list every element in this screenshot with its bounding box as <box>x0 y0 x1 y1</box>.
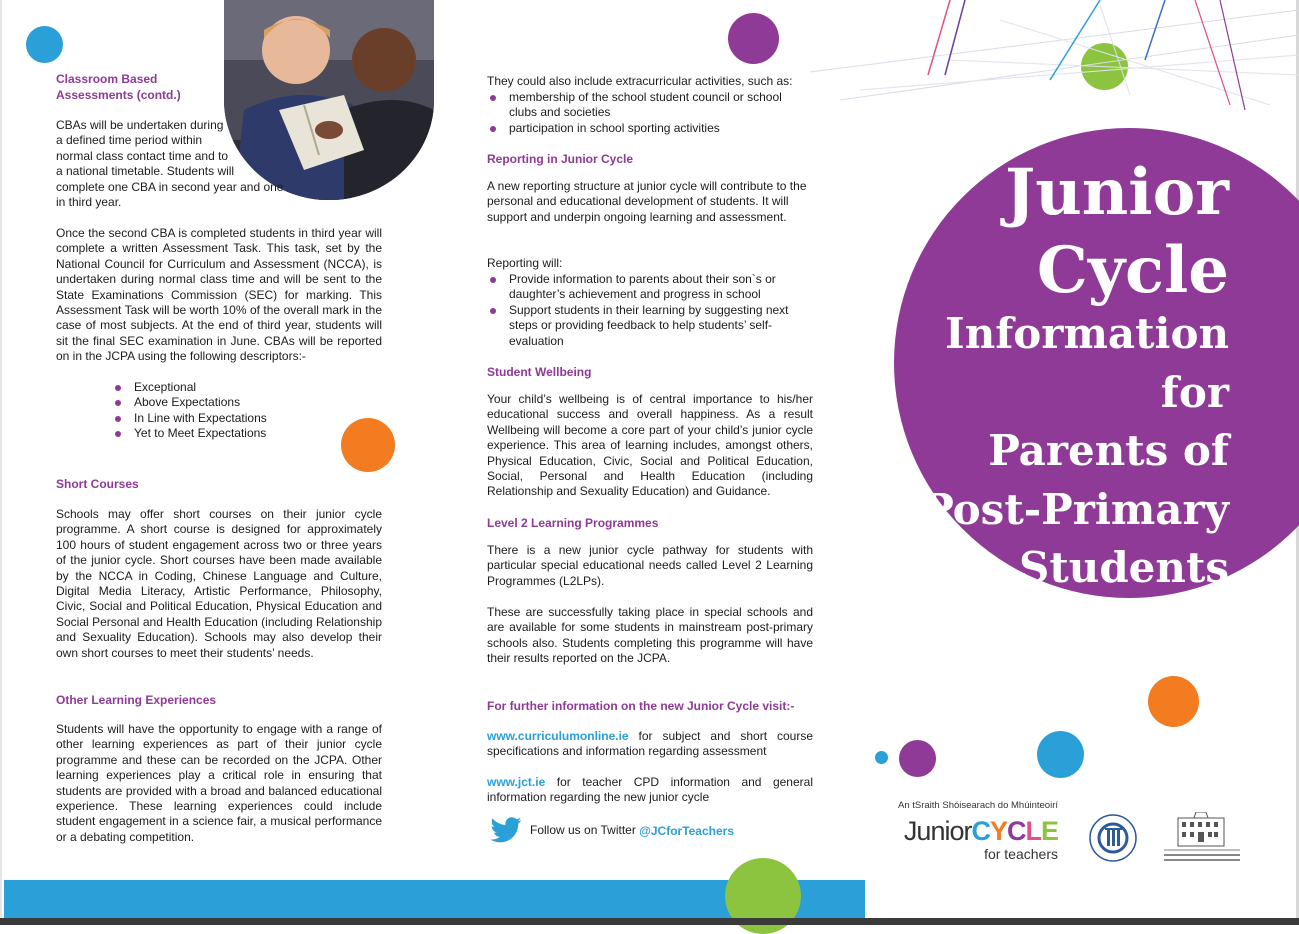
further-info-heading: For further information on the new Junior Cycle visit:- <box>487 699 795 713</box>
wellbeing-text: Your child’s wellbeing is of central importance to his/her educational success and overall happiness. As a result Wellbeing will become a core part of your child’s junior cycle experience. This area of learning includes, amongst others, Physical Education, Civic, Social and Political Education, Social, Personal and Health Education (including Relationship and Sexuality Education) and Guidance. <box>487 392 813 499</box>
title-line-information: Information <box>945 309 1229 358</box>
reporting-list <box>487 272 805 349</box>
jct-desc: for teacher CPD information and general information regarding the new junior cycle <box>487 775 813 805</box>
reporting-item: Provide information to parents about their son`s or daughter’s achievement and progress in school <box>487 272 805 303</box>
short-courses-text: Schools may offer short courses on their junior cycle programme. A short course is designed for approximately 100 hours of student engagement across two or three years of the junior cycle. Short courses have been made available by the NCCA in Coding, Chinese Language and Culture, Digital Media Literacy, Artistic Performance, Philosophy, Civic, Social and Political Education, Physical Education and Social Personal and Health Education (including Relationship and Sexuality Education). Schools may also develop their own short courses to meet their students’ needs. <box>56 507 382 660</box>
logo-cycle-e: E <box>1040 816 1058 846</box>
decor-dot-blue <box>875 751 888 764</box>
curriculumonline-paragraph <box>487 729 813 760</box>
cba-para1-line: CBAs will be undertaken during <box>56 118 224 132</box>
jct-link[interactable]: www.jct.ie <box>487 775 546 789</box>
cba-para1-line: a defined time period within <box>56 133 203 148</box>
l2lp-text1: There is a new junior cycle pathway for students with particular special educational needs called Level 2 Learning Programmes (L2LPs). <box>487 543 813 588</box>
logo-irish-text: An tSraith Shóisearach do Mhúinteoirí <box>898 800 1059 811</box>
title-line-cycle: Cycle <box>1036 233 1229 308</box>
logo-cycle-l: L <box>1025 816 1041 846</box>
junior-cycle-for-teachers-logo <box>898 800 1058 862</box>
cba-para1-line: complete one CBA in second year and one <box>56 179 284 194</box>
decor-circle-orange-left <box>341 418 395 472</box>
descriptor-item: Yet to Meet Expectations <box>112 426 332 441</box>
cba-para1 <box>56 118 316 210</box>
logo-for-teachers: for teachers <box>984 846 1058 862</box>
jct-paragraph <box>487 775 813 806</box>
cba-para1-line: normal class contact time and to <box>56 148 229 163</box>
page-edge-left <box>0 0 2 925</box>
extracurricular-item: participation in school sporting activities <box>487 121 807 136</box>
descriptor-item: Exceptional <box>112 380 332 395</box>
curriculumonline-link[interactable]: www.curriculumonline.ie <box>487 729 629 743</box>
title-line-parents-of: Parents of <box>988 426 1229 475</box>
decor-circle-purple-small <box>899 740 936 777</box>
building-crest-logo <box>1160 812 1244 864</box>
bottom-shadow <box>0 918 1299 925</box>
logo-wordmark <box>898 816 1058 846</box>
decor-circle-orange-right <box>1148 676 1199 727</box>
decor-circle-blue-right <box>1037 731 1084 778</box>
title-line-junior: Junior <box>1004 155 1229 230</box>
extracurricular-item: membership of the school student council or school clubs and societies <box>487 90 807 121</box>
ole-text: Students will have the opportunity to engage with a range of other learning experiences as part of their junior cycle programme and these can be recorded on the JCPA. Other learning experiences play a critical role in ensuring that students are provided with a broad and balanced educational experience. These learning experiences could include student engagement in a science fair, a musical performance or a debating competition. <box>56 722 382 844</box>
cba-para1-line: a national timetable. Students will <box>56 164 235 179</box>
ole-heading: Other Learning Experiences <box>56 693 217 707</box>
cba-section <box>56 71 386 103</box>
twitter-follow[interactable] <box>489 816 734 846</box>
reporting-heading: Reporting in Junior Cycle <box>487 152 634 166</box>
title-line-students: Students <box>1019 543 1229 592</box>
department-seal-logo <box>1083 808 1143 868</box>
title-line-for: for <box>1160 368 1229 417</box>
cba-heading <box>56 71 386 103</box>
extracurricular-intro: They could also include extracurricular activities, such as: <box>487 74 793 88</box>
l2lp-heading: Level 2 Learning Programmes <box>487 516 659 530</box>
decor-circle-purple-top <box>728 13 779 64</box>
cba-para1-line: in third year. <box>56 195 122 210</box>
logo-cycle-c: C <box>971 816 990 846</box>
decor-circle-blue-top-left <box>26 26 63 63</box>
logo-cycle-c2: C <box>1006 816 1026 846</box>
short-courses-heading: Short Courses <box>56 477 139 491</box>
descriptor-list <box>112 380 332 442</box>
logo-junior: Junior <box>903 816 972 846</box>
decor-lines <box>800 0 1299 110</box>
descriptor-item: Above Expectations <box>112 395 332 410</box>
twitter-text: Follow us on Twitter <box>530 823 640 838</box>
twitter-bird-icon <box>489 817 523 845</box>
cba-heading-line1: Classroom Based <box>56 72 158 86</box>
logo-cycle-y: Y <box>989 816 1007 846</box>
twitter-handle-link[interactable]: @JCforTeachers <box>639 824 735 838</box>
reporting-item: Support students in their learning by suggesting next steps or providing feedback to help students’ self-evaluation <box>487 303 805 349</box>
reporting-text: A new reporting structure at junior cycle will contribute to the personal and educational development of students. It will support and underpin ongoing learning and assessment. <box>487 179 807 224</box>
cba-para2: Once the second CBA is completed students in third year will complete a written Assessment Task. This task, set by the National Council for Curriculum and Assessment (NCCA), is undertaken during normal class time and will be sent to the State Examinations Commission (SEC) for marking. This Assessment Task will be worth 10% of the overall mark in the case of most subjects. At the end of third year, students will sit the final SEC examination in June. CBAs will be reported on in the JCPA using the following descriptors:- <box>56 226 382 364</box>
cba-heading-line2: Assessments (contd.) <box>56 88 181 102</box>
descriptor-item: In Line with Expectations <box>112 411 332 426</box>
curriculumonline-desc: for subject and short course specifications and information regarding assessment <box>487 729 813 759</box>
extracurricular-list <box>487 90 807 136</box>
title-line-post-primary: Post-Primary <box>922 485 1229 534</box>
l2lp-text2: These are successfully taking place in special schools and are available for some students in mainstream post-primary schools also. Students completing this programme will have their results reported on the JCPA. <box>487 605 813 666</box>
wellbeing-heading: Student Wellbeing <box>487 365 592 379</box>
reporting-will: Reporting will: <box>487 256 563 270</box>
